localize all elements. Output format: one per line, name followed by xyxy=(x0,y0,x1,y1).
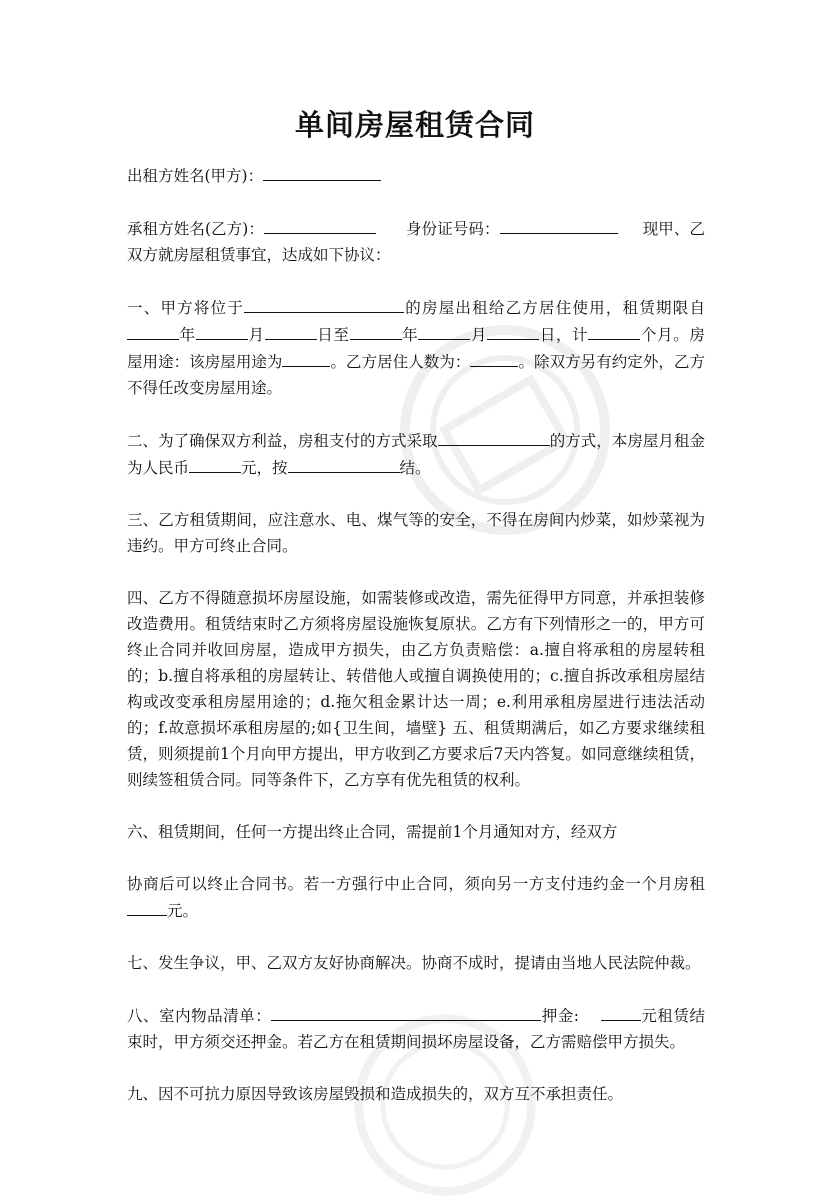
inventory-list-blank xyxy=(271,1002,541,1021)
end-day-blank xyxy=(487,321,539,340)
clause-1-text: 月 xyxy=(470,326,488,344)
penalty-blank xyxy=(127,897,167,916)
lessee-name-blank xyxy=(264,215,376,234)
clause-8-text: 八、室内物品清单： xyxy=(127,1007,272,1025)
lessee-paragraph xyxy=(127,215,705,268)
clause-1 xyxy=(127,294,705,401)
start-month-blank xyxy=(196,321,248,340)
end-year-blank xyxy=(350,321,402,340)
lessor-name-blank xyxy=(263,162,381,181)
clause-6-line-2 xyxy=(127,871,705,924)
settlement-period-blank xyxy=(288,454,400,473)
clause-8-text: 押金: xyxy=(541,1007,580,1025)
clause-7: 七、发生争议，甲、乙双方友好协商解决。协商不成时，提请由当地人民法院仲裁。 xyxy=(127,954,701,972)
house-usage-blank xyxy=(282,348,330,367)
clause-1-text: 。除双方另有约定外，乙方不得任改变房屋用途。 xyxy=(127,353,705,397)
clause-2-text: 的方式，本房屋月租金为人民币 xyxy=(127,432,705,477)
clause-1-text: 年 xyxy=(179,326,196,344)
clause-1-text: 日，计 xyxy=(539,326,589,344)
document-title: 单间房屋租赁合同 xyxy=(294,108,535,142)
end-month-blank xyxy=(418,321,470,340)
monthly-rent-blank xyxy=(189,454,241,473)
clause-1-text: 月 xyxy=(247,326,265,344)
clause-1-text: 一、甲方将位于 xyxy=(127,299,245,317)
lessor-line xyxy=(127,162,705,189)
clause-8 xyxy=(127,1002,705,1055)
clause-4: 四、乙方不得随意损坏房屋设施，如需装修或改造，需先征得甲方同意，并承担装修改造费用。租赁结束时乙方须将房屋设施恢复原状。乙方有下列情形之一的，甲方可终止合同并收回房屋，造成甲方损失，由乙方负责赔偿：a.擅自将承租的房屋转租的；b.擅自将承租的房屋转让、转借他人或擅自调换使用的；c.擅自拆改承租房屋结构或改变承租房屋用途的；d.拖欠租金累计达一周；e.利用承租房屋进行违法活动的；f.故意损坏承租房屋的;如{卫生间，墙壁} 五、租赁期满后，如乙方要求继续租赁，则须提前1个月向甲方提出，甲方收到乙方要求后7天内答复。如同意继续租赁，则续签租赁合同。同等条件下，乙方享有优先租赁的权利。 xyxy=(127,589,705,789)
deposit-blank xyxy=(601,1002,641,1021)
start-year-blank xyxy=(127,321,179,340)
clause-6-line-1: 六、租赁期间，任何一方提出终止合同，需提前1个月通知对方，经双方 xyxy=(127,823,618,841)
lessee-label: 承租方姓名(乙方)： xyxy=(127,220,264,238)
id-number-label: 身份证号码： xyxy=(406,220,500,238)
clause-2 xyxy=(127,427,705,481)
document-body xyxy=(127,162,705,1133)
clause-1-text: 年 xyxy=(401,326,419,344)
intro-text: 现甲、乙双方就房屋租赁事宜，达成如下协议： xyxy=(127,220,705,264)
clause-1-text: 。乙方居住人数为： xyxy=(330,353,471,371)
id-number-blank xyxy=(500,215,618,234)
clause-1-text: 的房屋出租给乙方居住使用，租赁期限自 xyxy=(404,299,705,317)
lessor-label: 出租方姓名(甲方)： xyxy=(127,167,264,185)
house-location-blank xyxy=(244,294,404,313)
clause-6-text: 元。 xyxy=(167,902,199,920)
payment-method-blank xyxy=(438,427,550,446)
clause-1-text: 日至 xyxy=(316,326,350,344)
clause-1-text: 个月。房屋用途：该房屋用途为 xyxy=(127,326,705,371)
start-day-blank xyxy=(265,321,317,340)
months-count-blank xyxy=(588,321,640,340)
clause-2-text: 二、为了确保双方利益，房租支付的方式采取 xyxy=(127,432,438,450)
clause-2-text: 元，按 xyxy=(241,459,288,477)
clause-2-text: 结。 xyxy=(399,459,431,477)
clause-6-text: 协商后可以终止合同书。若一方强行中止合同，须向另一方支付违约金一个月房租 xyxy=(127,875,705,893)
occupants-blank xyxy=(470,348,518,367)
clause-8-text: 元租赁结束时，甲方须交还押金。若乙方在租赁期间损坏房屋设备，乙方需赔偿甲方损失。 xyxy=(127,1007,705,1051)
clause-9: 九、因不可抗力原因导致该房屋毁损和造成损失的，双方互不承担责任。 xyxy=(127,1085,624,1103)
clause-3: 三、乙方租赁期间，应注意水、电、煤气等的安全，不得在房间内炒菜，如炒菜视为违约。甲方可终止合同。 xyxy=(127,511,705,555)
